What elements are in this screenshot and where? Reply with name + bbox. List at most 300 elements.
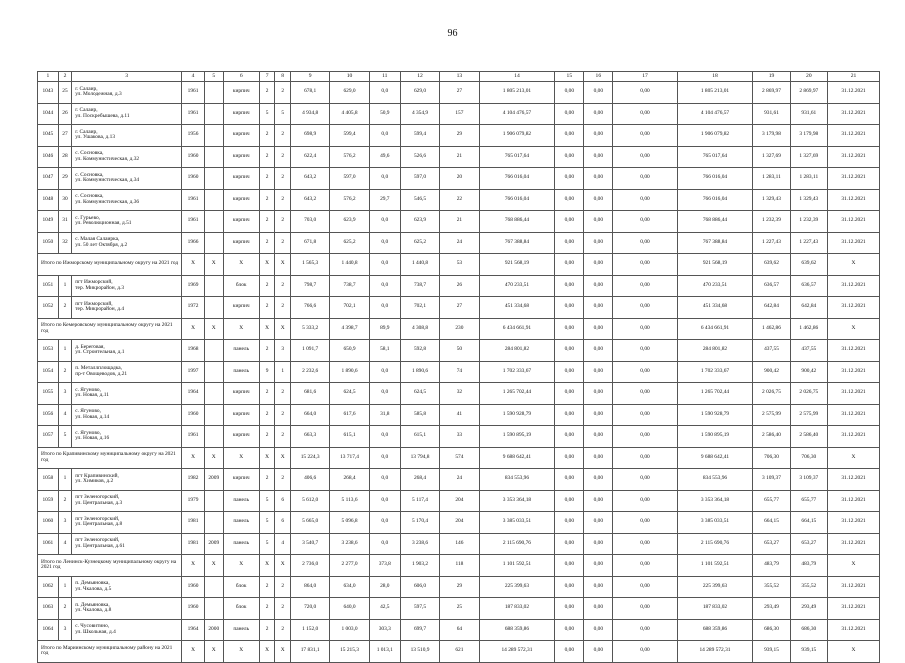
table-cell: 31.12.2021 [827,82,879,104]
table-cell: 0,00 [584,361,613,383]
column-header: 11 [369,72,400,82]
table-cell: 3 540,7 [290,533,329,555]
column-header: 10 [330,72,369,82]
table-cell: 9 688 642,41 [677,447,753,469]
table-cell: 5 [259,490,275,512]
table-cell: 766 016,04 [677,168,753,190]
table-cell: 0,00 [555,232,584,254]
table-cell: 31,8 [369,404,400,426]
table-cell: 1 805 213,01 [677,82,753,104]
table-cell: 470 233,51 [479,275,555,297]
table-cell: 765 017,64 [479,146,555,168]
table-cell: 0,0 [369,275,400,297]
table-cell: 1 906 079,82 [677,125,753,147]
table-cell: X [827,555,879,577]
table-cell: X [275,254,291,276]
table-cell: 0,00 [584,189,613,211]
table-cell: 766 016,04 [677,189,753,211]
table-cell: 0,00 [613,189,677,211]
table-cell: 1049 [38,211,59,233]
table-cell: X [223,254,259,276]
table-cell: 3 385 033,51 [479,512,555,534]
table-cell: X [182,447,205,469]
table-cell: 0,00 [613,146,677,168]
table-row [38,619,880,641]
table-cell: 864,0 [290,576,329,598]
table-cell: X [204,641,223,663]
table-cell: 21 [440,211,479,233]
address-cell: пгт Зеленогорский, ул. Центральная, д.3 [72,490,182,512]
table-cell: 617,6 [330,404,369,426]
table-cell: 0,00 [555,103,584,125]
table-cell: 293,49 [753,598,790,620]
table-cell: кирпич [223,404,259,426]
table-row [38,383,880,405]
table-cell: 1 227,43 [790,232,827,254]
table-cell: 765 017,64 [677,146,753,168]
table-cell: 664,0 [290,404,329,426]
address-cell: пгт Зеленогорский, ул. Центральная, д.8 [72,512,182,534]
table-cell: 0,00 [584,641,613,663]
table-cell: 0,00 [555,404,584,426]
address-cell: д. Береговая, ул. Строительная, д.1 [72,340,182,362]
table-cell: 599,4 [400,125,439,147]
address-cell: пгт Ижморский, тер. Микрорайон, д.3 [72,275,182,297]
table-cell: 355,52 [790,576,827,598]
table-cell: 592,8 [400,340,439,362]
table-cell: 1960 [182,146,205,168]
table-cell: 0,0 [369,168,400,190]
table-cell: 89,9 [369,318,400,340]
table-cell: 2 [275,469,291,491]
table-row [38,211,880,233]
address-cell: п. Демьяновка, ул. Чкалова, д.8 [72,598,182,620]
table-cell: 1 590 895,19 [677,426,753,448]
table-row [38,490,880,512]
column-header: 5 [204,72,223,82]
table-cell: 0,00 [613,512,677,534]
table-cell: 1972 [182,297,205,319]
table-cell: 0,00 [613,361,677,383]
table-cell: 451 334,68 [479,297,555,319]
table-cell: 2 [259,576,275,598]
table-cell: 0,00 [584,146,613,168]
table-cell: 1 [58,469,71,491]
table-cell: 3 [58,619,71,641]
table-cell: 624,5 [330,383,369,405]
column-header: 20 [790,72,827,82]
table-cell: 2 [259,383,275,405]
table-cell: 0,00 [584,512,613,534]
header-row [38,72,880,82]
table-cell: 1 590 895,19 [479,426,555,448]
table-cell: 921 568,19 [677,254,753,276]
table-cell: кирпич [223,232,259,254]
table-cell: 0,00 [584,533,613,555]
table-cell: 0,00 [555,318,584,340]
column-header: 14 [479,72,555,82]
table-cell: 2 736,0 [290,555,329,577]
column-header: 21 [827,72,879,82]
table-cell: 834 553,96 [677,469,753,491]
table-cell: X [827,318,879,340]
table-cell: 1956 [182,125,205,147]
total-label: Итого по Ижморскому муниципальному округу на 2021 год [38,254,182,276]
table-cell [204,297,223,319]
column-header: 3 [72,72,182,82]
table-cell: 2 [259,211,275,233]
address-cell: с. Гурьево, ул. Революционная, д.51 [72,211,182,233]
table-cell: 3 109,37 [753,469,790,491]
table-cell: 0,00 [555,533,584,555]
table-cell [204,232,223,254]
table-cell: 834 553,96 [479,469,555,491]
table-cell: 1046 [38,146,59,168]
table-cell: 671,8 [290,232,329,254]
table-cell: 3 385 033,51 [677,512,753,534]
table-cell: 5 612,0 [290,490,329,512]
table-cell: 0,0 [369,533,400,555]
table-cell: 0,00 [613,469,677,491]
table-cell: 766 016,04 [479,168,555,190]
table-cell: 625,2 [400,232,439,254]
table-cell: 0,00 [555,447,584,469]
table-cell: 650,9 [330,340,369,362]
column-header: 7 [259,72,275,82]
table-cell: 187 833,02 [677,598,753,620]
table-cell: 1 906 079,82 [479,125,555,147]
table-cell: 27 [440,82,479,104]
table-cell: 0,00 [584,576,613,598]
table-cell: 0,00 [555,275,584,297]
table-cell: X [827,641,879,663]
table-cell: 2 [275,598,291,620]
table-cell: 0,00 [584,254,613,276]
table-cell: 0,0 [369,469,400,491]
table-cell: 766,6 [290,297,329,319]
table-cell: 1047 [38,168,59,190]
table-cell: 1 440,8 [400,254,439,276]
table-cell: 606,0 [400,576,439,598]
table-cell: 303,3 [369,619,400,641]
address-cell: с. Сосновка, ул. Коммунистическая, д.36 [72,189,182,211]
table-cell: 0,00 [555,168,584,190]
table-cell: 0,00 [584,82,613,104]
table-cell: 2 [275,297,291,319]
table-cell [204,512,223,534]
table-cell: 640,0 [330,598,369,620]
table-cell: 0,00 [555,125,584,147]
table-cell: 58,1 [369,340,400,362]
table-cell: панель [223,340,259,362]
table-cell: 1055 [38,383,59,405]
table-cell: 15 215,3 [330,641,369,663]
table-cell: 664,15 [753,512,790,534]
table-cell: 767 388,84 [677,232,753,254]
table-cell: 624,5 [400,383,439,405]
table-cell: 0,00 [613,125,677,147]
table-cell: 1 702 333,67 [479,361,555,383]
table-cell: 0,00 [613,533,677,555]
table-cell: 2 [259,340,275,362]
address-cell: п. Металлплощадка, пр-т Овощеводов, д.21 [72,361,182,383]
table-row [38,275,880,297]
table-cell: X [223,555,259,577]
total-label: Итого по Мариинскому муниципальному району на 2021 год [38,641,182,663]
address-cell: пгт Ижморский, тер. Микрорайон, д.4 [72,297,182,319]
table-cell: 642,84 [753,297,790,319]
table-cell: 0,00 [613,82,677,104]
table-cell: 31.12.2021 [827,469,879,491]
table-cell: 0,00 [613,555,677,577]
table-cell: 2 [275,189,291,211]
address-cell: с. Сосновка, ул. Коммунистическая, д.32 [72,146,182,168]
column-header: 15 [555,72,584,82]
table-cell: 0,00 [613,168,677,190]
table-cell: 639,62 [753,254,790,276]
table-cell: 2 [275,383,291,405]
table-cell: 0,00 [613,211,677,233]
table-cell: 0,00 [584,275,613,297]
table-cell: 625,2 [330,232,369,254]
table-cell: 2 [259,404,275,426]
table-cell: 615,1 [330,426,369,448]
table-cell: 4 398,7 [330,318,369,340]
table-cell: 0,0 [369,125,400,147]
table-cell: кирпич [223,103,259,125]
table-cell: 0,00 [613,383,677,405]
table-cell: 17 831,1 [290,641,329,663]
table-cell: 28,0 [369,576,400,598]
column-header: 13 [440,72,479,82]
table-cell: 31.12.2021 [827,619,879,641]
table-cell: 26 [440,275,479,297]
table-row [38,82,880,104]
table-cell: 1 903,2 [400,555,439,577]
table-cell: 1 462,86 [753,318,790,340]
table-cell: 1 [58,340,71,362]
table-cell: 0,00 [555,82,584,104]
column-header: 6 [223,72,259,82]
table-cell: 900,42 [790,361,827,383]
table-cell: 157 [440,103,479,125]
table-cell: 663,3 [290,426,329,448]
table-cell: кирпич [223,82,259,104]
table-row [38,189,880,211]
table-cell: 2 277,0 [330,555,369,577]
table-cell: 0,00 [555,146,584,168]
table-cell: 483,79 [790,555,827,577]
table-cell: кирпич [223,297,259,319]
table-cell: 0,0 [369,211,400,233]
table-cell [204,361,223,383]
table-cell: 636,57 [753,275,790,297]
table-cell: 13 717,4 [330,447,369,469]
table-cell: 767 388,84 [479,232,555,254]
table-cell: 2000 [204,619,223,641]
table-cell [204,189,223,211]
table-cell: 4 [58,404,71,426]
table-cell: 706,30 [790,447,827,469]
table-cell: 31.12.2021 [827,146,879,168]
table-cell: 2 586,40 [753,426,790,448]
table-cell: 31.12.2021 [827,576,879,598]
table-cell: 1 565,3 [290,254,329,276]
table-cell: 187 833,02 [479,598,555,620]
total-label: Итого по Крапивинскому муниципальному округу на 2021 год [38,447,182,469]
table-cell: 623,9 [400,211,439,233]
table-cell: 1960 [182,404,205,426]
table-cell: 0,00 [584,598,613,620]
table-cell: 4 [58,533,71,555]
table-cell: 50,9 [369,103,400,125]
table-cell: 0,00 [613,275,677,297]
table-cell: 2 [259,168,275,190]
table-cell: кирпич [223,146,259,168]
table-row [38,125,880,147]
table-cell: 0,00 [584,404,613,426]
table-cell: блок [223,598,259,620]
table-cell: 3 353 364,18 [677,490,753,512]
table-cell: блок [223,275,259,297]
table-cell: 0,00 [555,297,584,319]
table-cell: 225 399,63 [479,576,555,598]
table-cell: 0,00 [613,619,677,641]
table-cell: 204 [440,512,479,534]
address-cell: с. Ягуново, ул. Новая, д.16 [72,426,182,448]
table-cell: 28 [58,146,71,168]
table-cell: 634,0 [330,576,369,598]
table-cell: 31.12.2021 [827,512,879,534]
table-cell: 2 115 690,76 [479,533,555,555]
table-cell: 1961 [182,211,205,233]
table-cell: 738,7 [400,275,439,297]
table-cell: 699,7 [400,619,439,641]
table-cell: 406,6 [290,469,329,491]
table-cell: 5 333,2 [290,318,329,340]
table-cell: 29 [58,168,71,190]
table-row [38,512,880,534]
table-cell: 451 334,68 [677,297,753,319]
table-cell: 0,00 [584,555,613,577]
table-cell: 1960 [182,598,205,620]
table-cell: 268,4 [400,469,439,491]
table-cell: 0,00 [555,469,584,491]
column-header: 2 [58,72,71,82]
table-cell: 0,0 [369,426,400,448]
table-cell: 284 801,82 [677,340,753,362]
table-cell: 4 [275,533,291,555]
table-row [38,168,880,190]
table-cell: 629,0 [400,82,439,104]
table-cell: 2 [275,619,291,641]
table-cell: 5 [259,533,275,555]
table-cell: блок [223,576,259,598]
table-cell: 24 [440,232,479,254]
table-cell: 1 265 702,44 [479,383,555,405]
table-cell: 2 [259,232,275,254]
table-cell: 0,00 [584,103,613,125]
table-cell: X [275,447,291,469]
table-cell: 931,61 [753,103,790,125]
table-cell: 0,00 [584,211,613,233]
table-cell: 0,00 [613,232,677,254]
address-cell: п. Демьяновка, ул. Чкалова, д.5 [72,576,182,598]
table-cell: 678,1 [290,82,329,104]
table-cell: кирпич [223,211,259,233]
table-cell: 2 [259,426,275,448]
table-cell: 4 354,9 [400,103,439,125]
table-cell: 0,0 [369,361,400,383]
table-cell: 1 152,0 [290,619,329,641]
table-cell: 2 [275,125,291,147]
table-cell: X [182,641,205,663]
table-cell: 1 [58,275,71,297]
table-cell: 0,0 [369,490,400,512]
table-cell: 574 [440,447,479,469]
table-cell: 1 227,43 [753,232,790,254]
address-cell: с. Сосновка, ул. Коммунистическая, д.34 [72,168,182,190]
table-cell: 31.12.2021 [827,490,879,512]
table-cell: 1979 [182,490,205,512]
table-cell: 1056 [38,404,59,426]
table-cell: кирпич [223,189,259,211]
table-cell: 0,00 [584,426,613,448]
table-cell: 146 [440,533,479,555]
address-cell: г. Салаир, ул. Ушакова, д.13 [72,125,182,147]
table-cell: 50 [440,340,479,362]
table-cell: 1961 [182,82,205,104]
table-cell: 655,77 [753,490,790,512]
table-cell: 0,00 [584,168,613,190]
table-cell: 1052 [38,297,59,319]
table-cell: 0,00 [555,641,584,663]
table-cell: X [204,254,223,276]
table-cell: 0,00 [555,254,584,276]
table-cell: 64 [440,619,479,641]
table-cell: 1 329,43 [753,189,790,211]
column-header: 16 [584,72,613,82]
table-cell: 1 590 928,79 [677,404,753,426]
table-cell [204,211,223,233]
table-cell [204,125,223,147]
table-cell: 0,00 [613,340,677,362]
table-cell: 24 [440,469,479,491]
table-cell: панель [223,619,259,641]
table-cell: 355,52 [753,576,790,598]
table-cell: 0,00 [555,426,584,448]
table-cell: 1 805 213,01 [479,82,555,104]
column-header: 18 [677,72,753,82]
column-header: 12 [400,72,439,82]
table-cell: 0,00 [555,211,584,233]
table-cell: 639,62 [790,254,827,276]
table-cell: 1 [58,576,71,598]
table-cell: 31.12.2021 [827,168,879,190]
table-cell: 437,55 [753,340,790,362]
table-cell: 9 688 642,41 [479,447,555,469]
table-cell: 681,6 [290,383,329,405]
column-header: 17 [613,72,677,82]
table-cell [204,490,223,512]
table-cell: X [259,254,275,276]
table-cell: панель [223,533,259,555]
table-cell: 118 [440,555,479,577]
table-row [38,297,880,319]
table-cell: 2 [259,275,275,297]
table-row [38,340,880,362]
table-cell: 3 [58,383,71,405]
